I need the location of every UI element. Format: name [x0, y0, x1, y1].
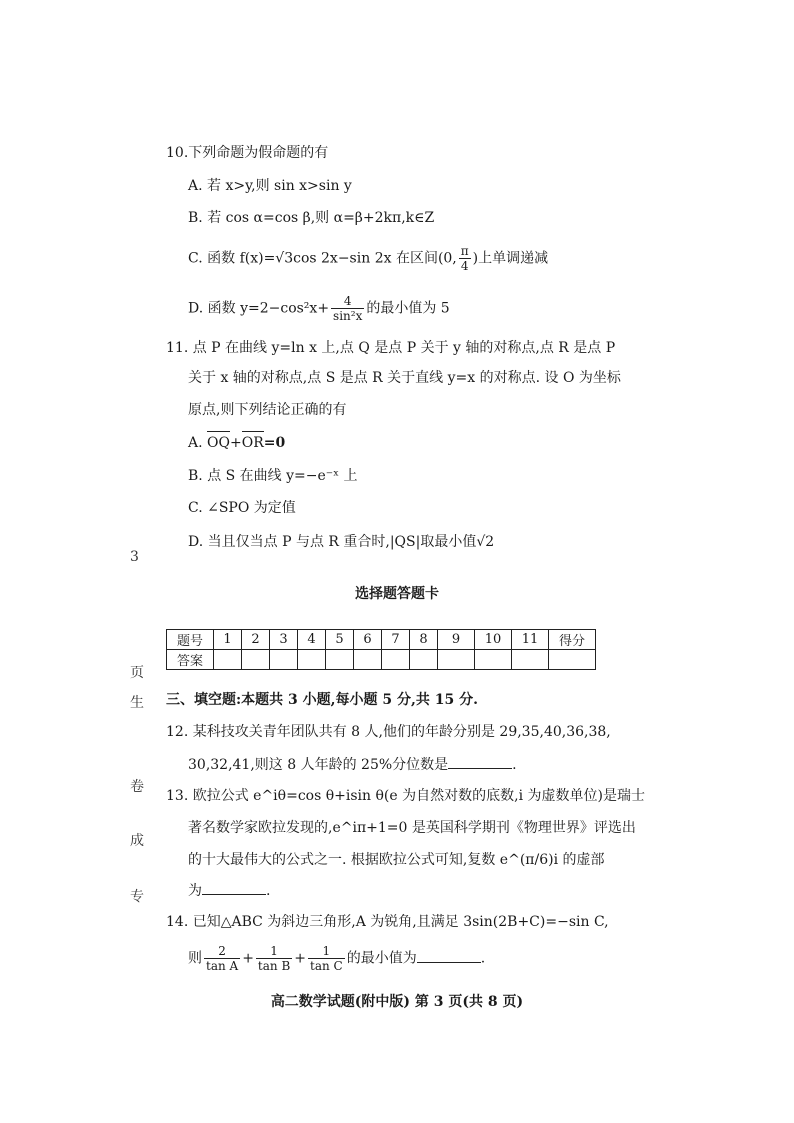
answer-cell: [298, 650, 326, 670]
header-cell: 8: [410, 630, 438, 650]
answer-card-title: 选择题答题卡: [355, 586, 439, 602]
q10-option-b: B. 若 cos α=cos β,则 α=β+2kπ,k∈Z: [188, 210, 435, 226]
margin-mark: 专: [130, 889, 144, 905]
answer-label-cell: 答案: [167, 650, 214, 670]
answer-card-header-row: [167, 630, 596, 650]
answer-cell: [326, 650, 354, 670]
vector-oq: OQ: [207, 435, 230, 451]
q14-f3-den: tan C: [310, 959, 343, 973]
answer-cell: [242, 650, 270, 670]
q10-c-num: π: [460, 244, 469, 258]
header-cell: 6: [354, 630, 382, 650]
q10-c-den: 4: [460, 259, 469, 273]
q14-line2: 则 $\frac{2}{\text{tan A}}$ + $\frac{1}{\text{tan B}}$ + $\frac{1}{\text{tan C}}$ 的最小值为 .: [188, 944, 486, 973]
q12-line2-text: 30,32,41,则这 8 人年龄的 25%分位数是: [188, 757, 449, 773]
answer-cell: [410, 650, 438, 670]
margin-mark: 卷: [130, 779, 144, 795]
answer-cell: [214, 650, 242, 670]
q14-line2-pre: 则: [188, 950, 202, 967]
header-cell: 4: [298, 630, 326, 650]
q12-line2-end: .: [512, 757, 517, 773]
q11-option-a: [188, 433, 285, 453]
answer-cell: [354, 650, 382, 670]
q10-option-c: [188, 244, 548, 273]
q13-line4-end: .: [266, 883, 271, 899]
q10-d-den: sin²x: [333, 309, 363, 323]
answer-card-answer-row: [167, 650, 596, 670]
answer-cell: [382, 650, 410, 670]
q13-line1: 13. 欧拉公式 e^iθ=cos θ+isin θ(e 为自然对数的底数,i 为虚数单位)是瑞士: [166, 788, 645, 804]
header-cell: 3: [270, 630, 298, 650]
header-cell: 题号: [167, 630, 214, 650]
vector-or: OR: [241, 435, 264, 451]
q13-line3: 的十大最伟大的公式之一. 根据欧拉公式可知,复数 e^(π/6)i 的虚部: [188, 852, 605, 868]
score-cell: [549, 650, 596, 670]
header-cell: 9: [438, 630, 475, 650]
q11-option-d: D. 当且仅当点 P 与点 R 重合时,|QS|取最小值√2: [188, 534, 495, 550]
q14-f2-den: tan B: [257, 959, 291, 973]
q11-option-b: B. 点 S 在曲线 y=−e⁻ˣ 上: [188, 468, 358, 484]
margin-mark: 生: [130, 695, 144, 711]
q14-fraction-1: [204, 944, 240, 973]
margin-mark: 成: [130, 833, 144, 849]
answer-cell: [512, 650, 549, 670]
q11-option-c: C. ∠SPO 为定值: [188, 500, 296, 516]
q14-f1-den: tan A: [206, 959, 239, 973]
header-cell: 得分: [549, 630, 596, 650]
q10-option-d: [188, 294, 450, 323]
q14-f1-num: 2: [204, 944, 240, 959]
q10-c-fraction: [459, 244, 471, 273]
q13-line2: 著名数学家欧拉发现的,e^iπ+1=0 是英国科学期刊《物理世界》评选出: [188, 820, 636, 836]
answer-cell: [270, 650, 298, 670]
q11-line1: 11. 点 P 在曲线 y=ln x 上,点 Q 是点 P 关于 y 轴的对称点,点 R 是点 P: [166, 340, 616, 356]
header-cell: 2: [242, 630, 270, 650]
page-footer: 高二数学试题(附中版) 第 3 页(共 8 页): [270, 994, 524, 1010]
answer-card-table: [166, 629, 596, 670]
q10-c-pre: C. 函数 f(x)=√3cos 2x−sin 2x 在区间(0,: [188, 250, 457, 267]
q11-a-tail: =0: [263, 435, 286, 451]
q14-line1: 14. 已知△ABC 为斜边三角形,A 为锐角,且满足 3sin(2B+C)=−sin C,: [166, 914, 609, 930]
q13-answer-blank: [202, 880, 266, 895]
q14-fraction-2: [256, 944, 292, 973]
q14-f2-num: 1: [256, 944, 292, 959]
q13-line4: [188, 880, 270, 901]
q11-a-prefix: A.: [188, 435, 203, 451]
margin-mark: 3: [130, 549, 139, 565]
header-cell: 1: [214, 630, 242, 650]
answer-cell: [475, 650, 512, 670]
answer-cell: [438, 650, 475, 670]
q11-line2: 关于 x 轴的对称点,点 S 是点 R 关于直线 y=x 的对称点. 设 O 为坐标: [188, 370, 621, 386]
q14-fraction-3: [308, 944, 345, 973]
q14-line2-end: .: [480, 950, 486, 967]
q14-answer-blank: [417, 948, 481, 963]
q12-answer-blank: [448, 754, 512, 769]
q10-stem: 10.下列命题为假命题的有: [166, 145, 329, 161]
section-3-heading: 三、填空题:本题共 3 小题,每小题 5 分,共 15 分.: [166, 692, 478, 708]
margin-mark: 页: [130, 665, 144, 681]
q10-option-a: A. 若 x>y,则 sin x>sin y: [188, 178, 352, 194]
q10-d-pre: D. 函数 y=2−cos²x+: [188, 300, 330, 317]
header-cell: 10: [475, 630, 512, 650]
q10-c-post: )上单调递减: [472, 250, 549, 267]
q14-f3-num: 1: [308, 944, 345, 959]
q10-d-fraction: [331, 294, 364, 323]
header-cell: 5: [326, 630, 354, 650]
q12-line2: [188, 754, 517, 775]
q11-line3: 原点,则下列结论正确的有: [188, 402, 347, 418]
q11-a-plus: +: [229, 435, 242, 451]
header-cell: 11: [512, 630, 549, 650]
q14-line2-post: 的最小值为: [346, 950, 417, 967]
header-cell: 7: [382, 630, 410, 650]
q10-d-post: 的最小值为 5: [366, 300, 450, 317]
q12-line1: 12. 某科技攻关青年团队共有 8 人,他们的年龄分别是 29,35,40,36,38,: [166, 724, 611, 740]
q10-d-num: 4: [331, 294, 364, 309]
q13-line4-text: 为: [188, 883, 202, 899]
